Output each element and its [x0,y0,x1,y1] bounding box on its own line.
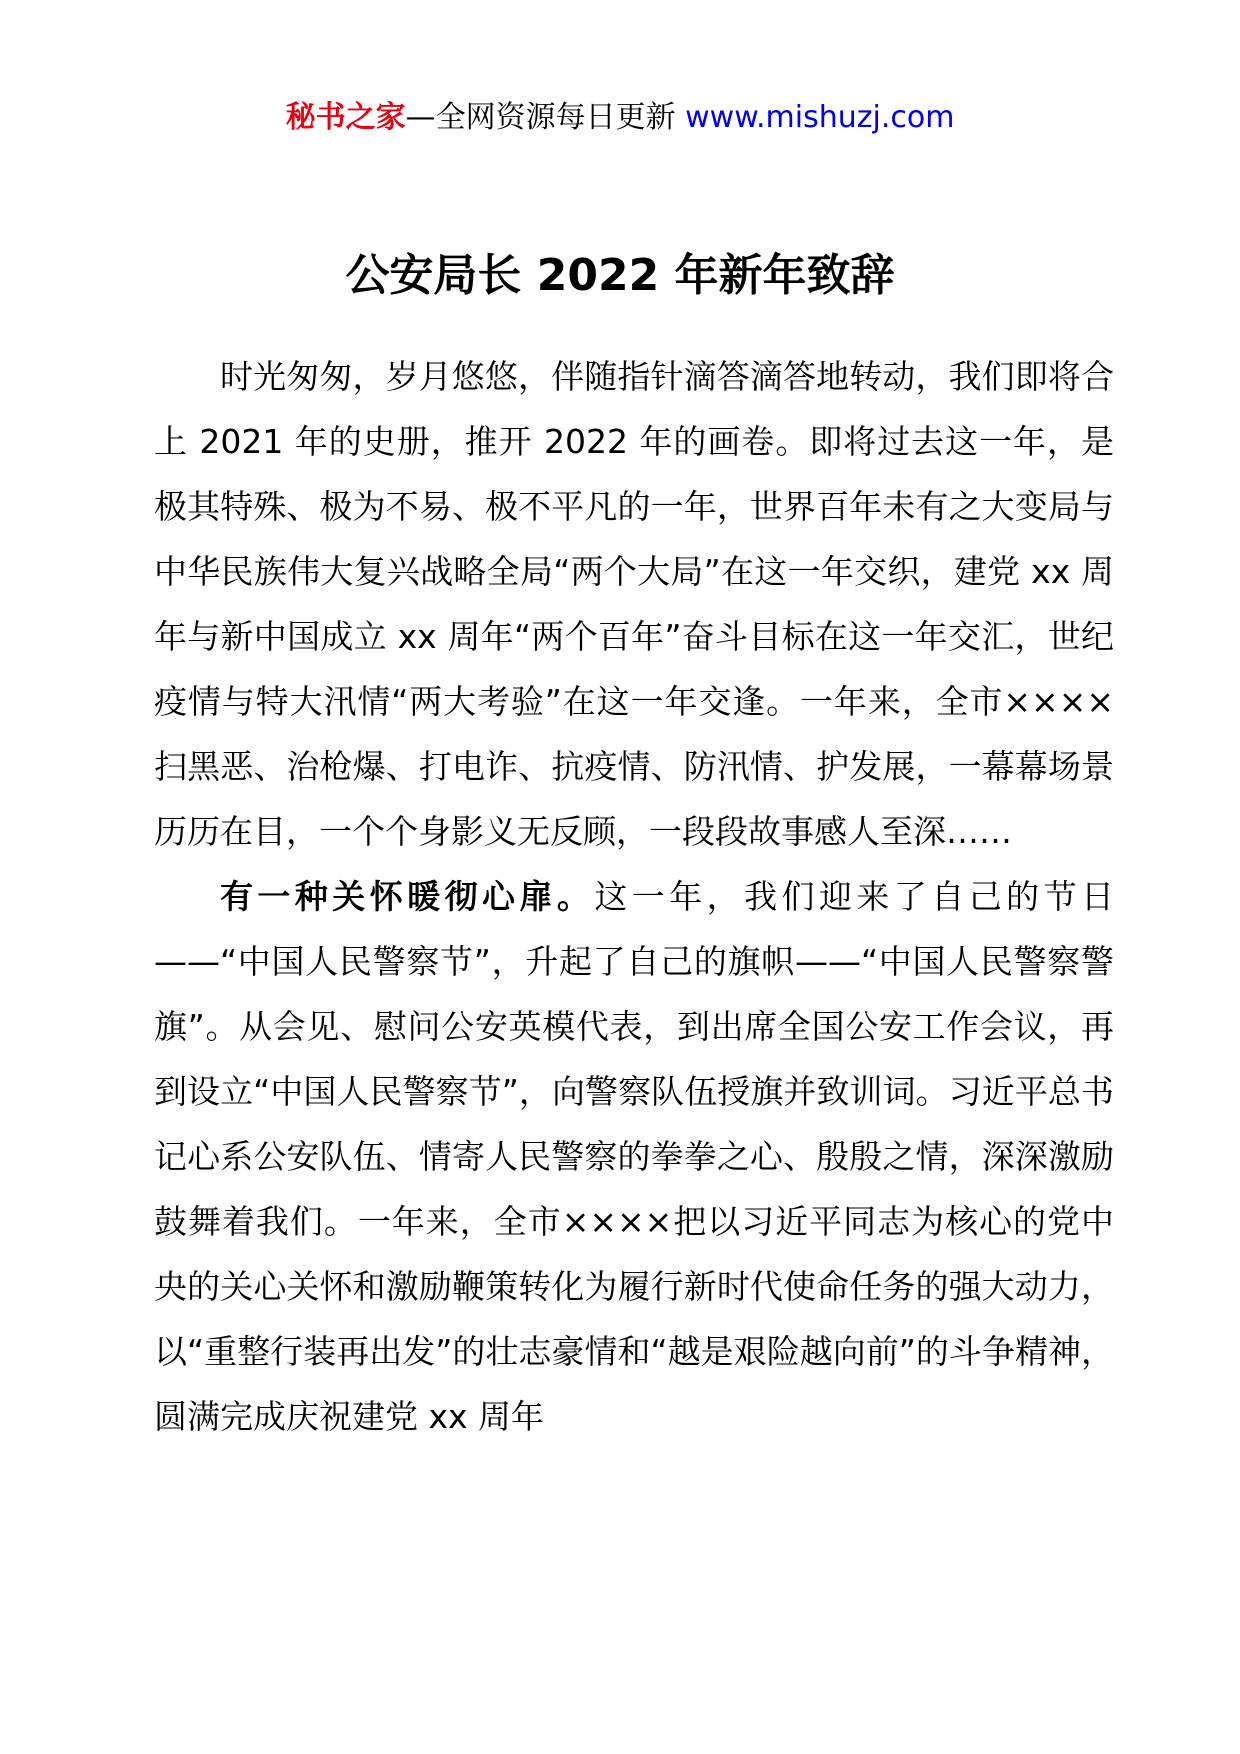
site-header [0,98,1240,138]
paragraph-1-text: 时光匆匆，岁月悠悠，伴随指针滴答滴答地转动，我们即将合上 2021 年的史册，推开 2022 年的画卷。即将过去这一年，是极其特殊、极为不易、极不平凡的一年，世界百年未有之大变局与中华民族伟大复兴战略全局“两个大局”在这一年交织，建党 xx 周年与新中国成立 xx 周年“两个百年”奋斗目标在这一年交汇，世纪疫情与特大汛情“两大考验”在这一年交逢。一年来，全市××××扫黑恶、治枪爆、打电诈、抗疫情、防汛情、护发展，一幕幕场景历历在目，一个个身影义无反顾，一段段故事感人至深…… [154,357,1114,851]
paragraph-2-lead: 有一种关怀暖彻心扉。 [220,877,595,916]
site-url-link[interactable]: www.mishuzj.com [685,100,955,135]
paragraph-2 [154,864,1114,1449]
paragraph-1 [154,344,1114,864]
document-body [154,344,1114,1449]
header-tagline: —全网资源每日更新 [405,100,676,135]
paragraph-2-text: 这一年，我们迎来了自己的节日——“中国人民警察节”，升起了自己的旗帜——“中国人民警察警旗”。从会见、慰问公安英模代表，到出席全国公安工作会议，再到设立“中国人民警察节”，向警察队伍授旗并致训词。习近平总书记心系公安队伍、情寄人民警察的拳拳之心、殷殷之情，深深激励鼓舞着我们。一年来，全市××××把以习近平同志为核心的党中央的关心关怀和激励鞭策转化为履行新时代使命任务的强大动力，以“重整行装再出发”的壮志豪情和“越是艰险越向前”的斗争精神，圆满完成庆祝建党 xx 周年 [154,877,1115,1436]
brand-name: 秘书之家 [285,100,406,135]
page-title: 公安局长 2022 年新年致辞 [345,250,895,301]
